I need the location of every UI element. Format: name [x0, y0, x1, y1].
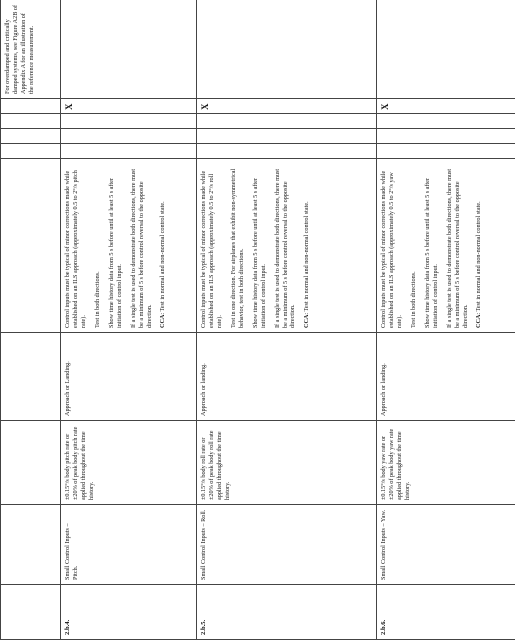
test-details [61, 159, 197, 333]
table-row [197, 0, 377, 640]
cell-empty [1, 144, 61, 159]
cell-empty [61, 144, 197, 159]
detail-text: Show time history data from 5 s before until at least 5 s after initiation of control input. [423, 177, 439, 328]
cell-empty [1, 505, 61, 585]
cell-empty [61, 0, 197, 99]
cell-empty [1, 159, 61, 333]
detail-text: Show time history data from 5 s before until at least 5 s after initiation of control input. [107, 177, 123, 328]
test-name: Small Control Inputs – Yaw. [377, 505, 515, 585]
detail-text: Control inputs must be typical of minor corrections made while established on an ILS approach (approximately 0.5 to 2°/s pitch rate). [64, 170, 87, 328]
cell-empty [197, 129, 377, 144]
tolerance: ±0.15°/s body pitch rate or ±20% of peak body pitch rate applied throughout the time history. [61, 421, 197, 505]
cell-empty [61, 114, 197, 129]
table-row [61, 0, 197, 640]
level-mark: X [197, 99, 377, 114]
detail-text: If a single test is used to demonstrate both directions, there must be a minimum of 5 s before control reversal to the opposite direction. [445, 168, 469, 328]
test-id: 2.b.6. [377, 585, 515, 640]
cell-empty [1, 421, 61, 505]
table-row [1, 0, 61, 640]
flight-condition: Approach or landing. [197, 333, 377, 421]
test-id: 2.b.5. [197, 585, 377, 640]
cca-text: : Test in normal and non-normal control state. [159, 201, 167, 315]
detail-text: Control inputs must be typical of minor corrections made while established on an ILS approach (approximately 0.5 to 2°/s roll rate). [200, 170, 223, 328]
cell-empty [1, 99, 61, 114]
detail-text: Test in both directions. [409, 271, 417, 328]
detail-text: Control inputs must be typical of minor corrections made while established on an ILS approach (approximately 0.5 to 2°/s yaw rate). [380, 170, 403, 328]
flight-condition: Approach or Landing. [61, 333, 197, 421]
comments-cell: For overdamped and critically damped systems, see Figure A2B of Appendix A for an illustration of the reference measurement. [1, 0, 61, 99]
detail-text: If a single test is used to demonstrate both directions, there must be a minimum of 5 s before control reversal to the opposite direction. [273, 168, 297, 328]
cell-empty [377, 0, 515, 99]
cca-label: CCA [303, 314, 311, 328]
cell-empty [1, 585, 61, 640]
cell-empty [1, 114, 61, 129]
cca-label: CCA [159, 314, 167, 328]
cell-empty [1, 333, 61, 421]
test-name: Small Control Inputs – Pitch. [61, 505, 197, 585]
cca-note [475, 163, 483, 328]
cell-empty [61, 129, 197, 144]
cell-empty [197, 0, 377, 99]
cell-empty [197, 144, 377, 159]
test-details [197, 159, 377, 333]
detail-text: Test in one direction. For airplanes that exhibit non-symmetrical behavior, test in both directions. [229, 168, 245, 328]
table-row [377, 0, 515, 640]
cca-label: CCA [475, 314, 483, 328]
tolerance: ±0.15°/s body yaw rate or ±20% of peak body yaw rate applied throughout the time history. [377, 421, 515, 505]
cell-empty [377, 144, 515, 159]
level-mark: X [377, 99, 515, 114]
cell-empty [197, 114, 377, 129]
cell-empty [377, 129, 515, 144]
detail-text: Test in both directions. [93, 271, 101, 328]
test-name: Small Control Inputs – Roll. [197, 505, 377, 585]
cca-note [303, 163, 311, 328]
cell-empty [1, 129, 61, 144]
flight-condition: Approach or landing. [377, 333, 515, 421]
detail-text: If a single test is used to demonstrate both directions, there must be a minimum of 5 s before control reversal to the opposite direction. [129, 168, 153, 328]
tolerance: ±0.15°/s body roll rate or ±20% of peak body roll rate applied throughout the time history. [197, 421, 377, 505]
test-id: 2.b.4. [61, 585, 197, 640]
level-mark: X [61, 99, 197, 114]
cell-empty [377, 114, 515, 129]
cca-text: : Test in normal and non-normal control state. [475, 201, 483, 315]
test-details [377, 159, 515, 333]
cca-text: : Test in normal and non-normal control state. [303, 201, 311, 315]
cca-note [159, 163, 167, 328]
detail-text: Show time history data from 5 s before until at least 5 s after initiation of control input. [251, 177, 267, 328]
